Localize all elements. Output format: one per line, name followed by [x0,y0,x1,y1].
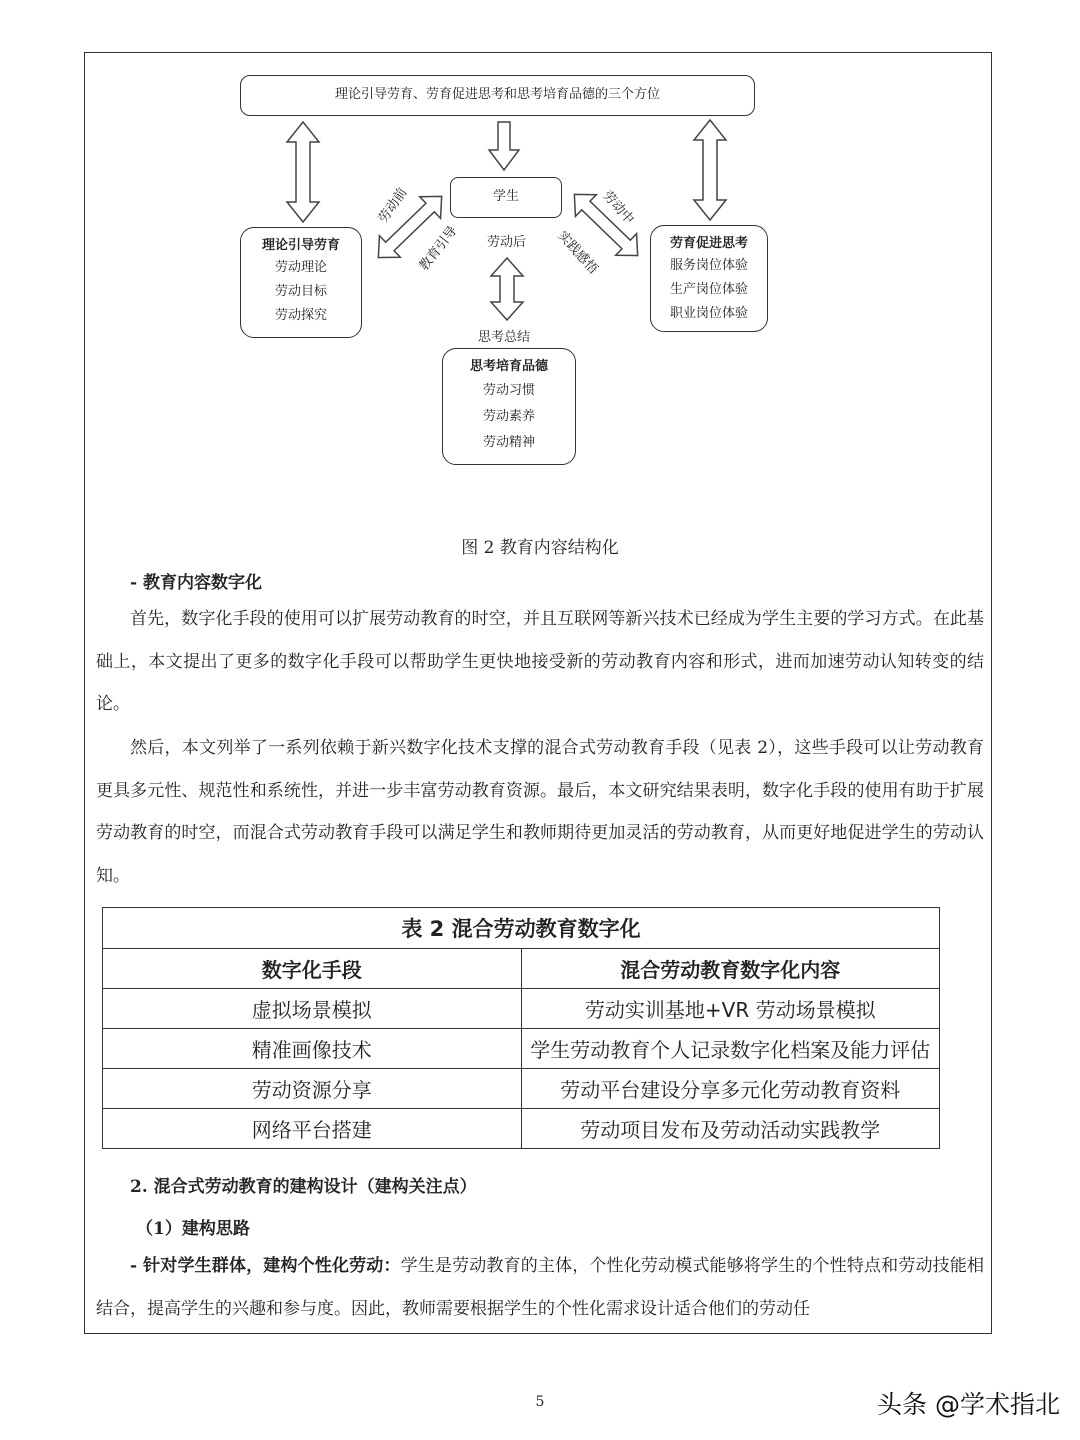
top-box-text: 理论引导劳育、劳育促进思考和思考培育品德的三个方位 [334,87,660,102]
label-before: 劳动前 [375,185,411,226]
table-cell: 劳动实训基地+VR 劳动场景模拟 [521,989,940,1029]
data-table [102,907,940,1149]
double-arrow-icon [694,120,726,220]
top-box [240,75,755,116]
center-box-text: 学生 [492,189,519,204]
table-row [103,989,940,1029]
table-cell: 网络平台搭建 [103,1109,522,1149]
table-row [103,1109,940,1149]
table-header: 混合劳动教育数字化内容 [521,949,940,989]
watermark: 头条 @学术指北 [877,1390,1060,1419]
table-row [103,1029,940,1069]
right-box [650,225,768,332]
bottom-box-title: 思考培育品德 [469,359,548,374]
right-box-title: 劳育促进思考 [669,236,748,251]
label-during: 劳动中 [599,188,637,228]
table-cell: 虚拟场景模拟 [103,989,522,1029]
page-number: 5 [535,1394,545,1410]
table-cell: 学生劳动教育个人记录数字化档案及能力评估 [521,1029,940,1069]
subsection-heading: （1）建构思路 [136,1219,250,1239]
bottom-box-item: 劳动素养 [482,409,535,424]
table-cell: 精准画像技术 [103,1029,522,1069]
right-box-item: 职业岗位体验 [669,306,748,321]
paragraph-lead: - 针对学生群体，建构个性化劳动： [130,1256,401,1276]
table-header-row [103,949,940,989]
table-cell: 劳动平台建设分享多元化劳动教育资料 [521,1069,940,1109]
down-arrow-icon [489,122,519,170]
double-arrow-icon [287,122,319,222]
double-arrow-icon [491,258,523,320]
table-title-row [103,908,940,949]
table-row [103,1069,940,1109]
paragraph: 然后，本文列举了一系列依赖于新兴数字化技术支撑的混合式劳动教育手段（见表 2），这些手段可以让劳动教育更具多元性、规范性和系统性，并进一步丰富劳动教育资源。最后，本文研究结果表明，数字化手段的使用有助于扩展劳动教育的时空，而混合式劳动教育手段可以满足学生和教师期待更加灵活的劳动教育，从而更好地促进学生的劳动认知。 [96,738,984,886]
bottom-box-item: 劳动习惯 [482,383,535,398]
label-after: 劳动后 [487,235,527,250]
table-title: 表 2 混合劳动教育数字化 [103,908,940,949]
left-box-item: 劳动理论 [274,260,327,275]
bottom-box [442,348,576,465]
section-heading: - 教育内容数字化 [130,573,262,593]
label-practice: 实践感悟 [554,228,601,278]
left-box-title: 理论引导劳育 [261,238,340,253]
paragraph: 首先，数字化手段的使用可以扩展劳动教育的时空，并且互联网等新兴技术已经成为学生主要的学习方式。在此基础上，本文提出了更多的数字化手段可以帮助学生更快地接受新的劳动教育内容和形式，进而加速劳动认知转变的结论。 [96,609,984,714]
paragraph-text: 学生是劳动教育的主体，个性化劳动模式能够将学生的个性特点和劳动技能相结合，提高学生的兴趣和参与度。因此，教师需要根据学生的个性化需求设计适合他们的劳动任 [96,1256,984,1319]
right-box-item: 服务岗位体验 [669,258,748,273]
right-box-item: 生产岗位体验 [669,282,748,297]
table-cell: 劳动资源分享 [103,1069,522,1109]
label-guide: 教育引导 [416,223,461,274]
left-box-item: 劳动目标 [274,284,327,299]
label-summary: 思考总结 [478,330,531,345]
section-heading: 2. 混合式劳动教育的建构设计（建构关注点） [130,1177,477,1197]
left-box-item: 劳动探究 [274,308,327,323]
figure-caption: 图 2 教育内容结构化 [461,538,619,558]
table-cell: 劳动项目发布及劳动活动实践教学 [521,1109,940,1149]
table-container [102,907,940,1149]
paragraph [96,1245,984,1330]
center-box [450,177,562,218]
left-box [240,227,362,338]
table-header: 数字化手段 [103,949,522,989]
bottom-box-item: 劳动精神 [482,435,535,450]
